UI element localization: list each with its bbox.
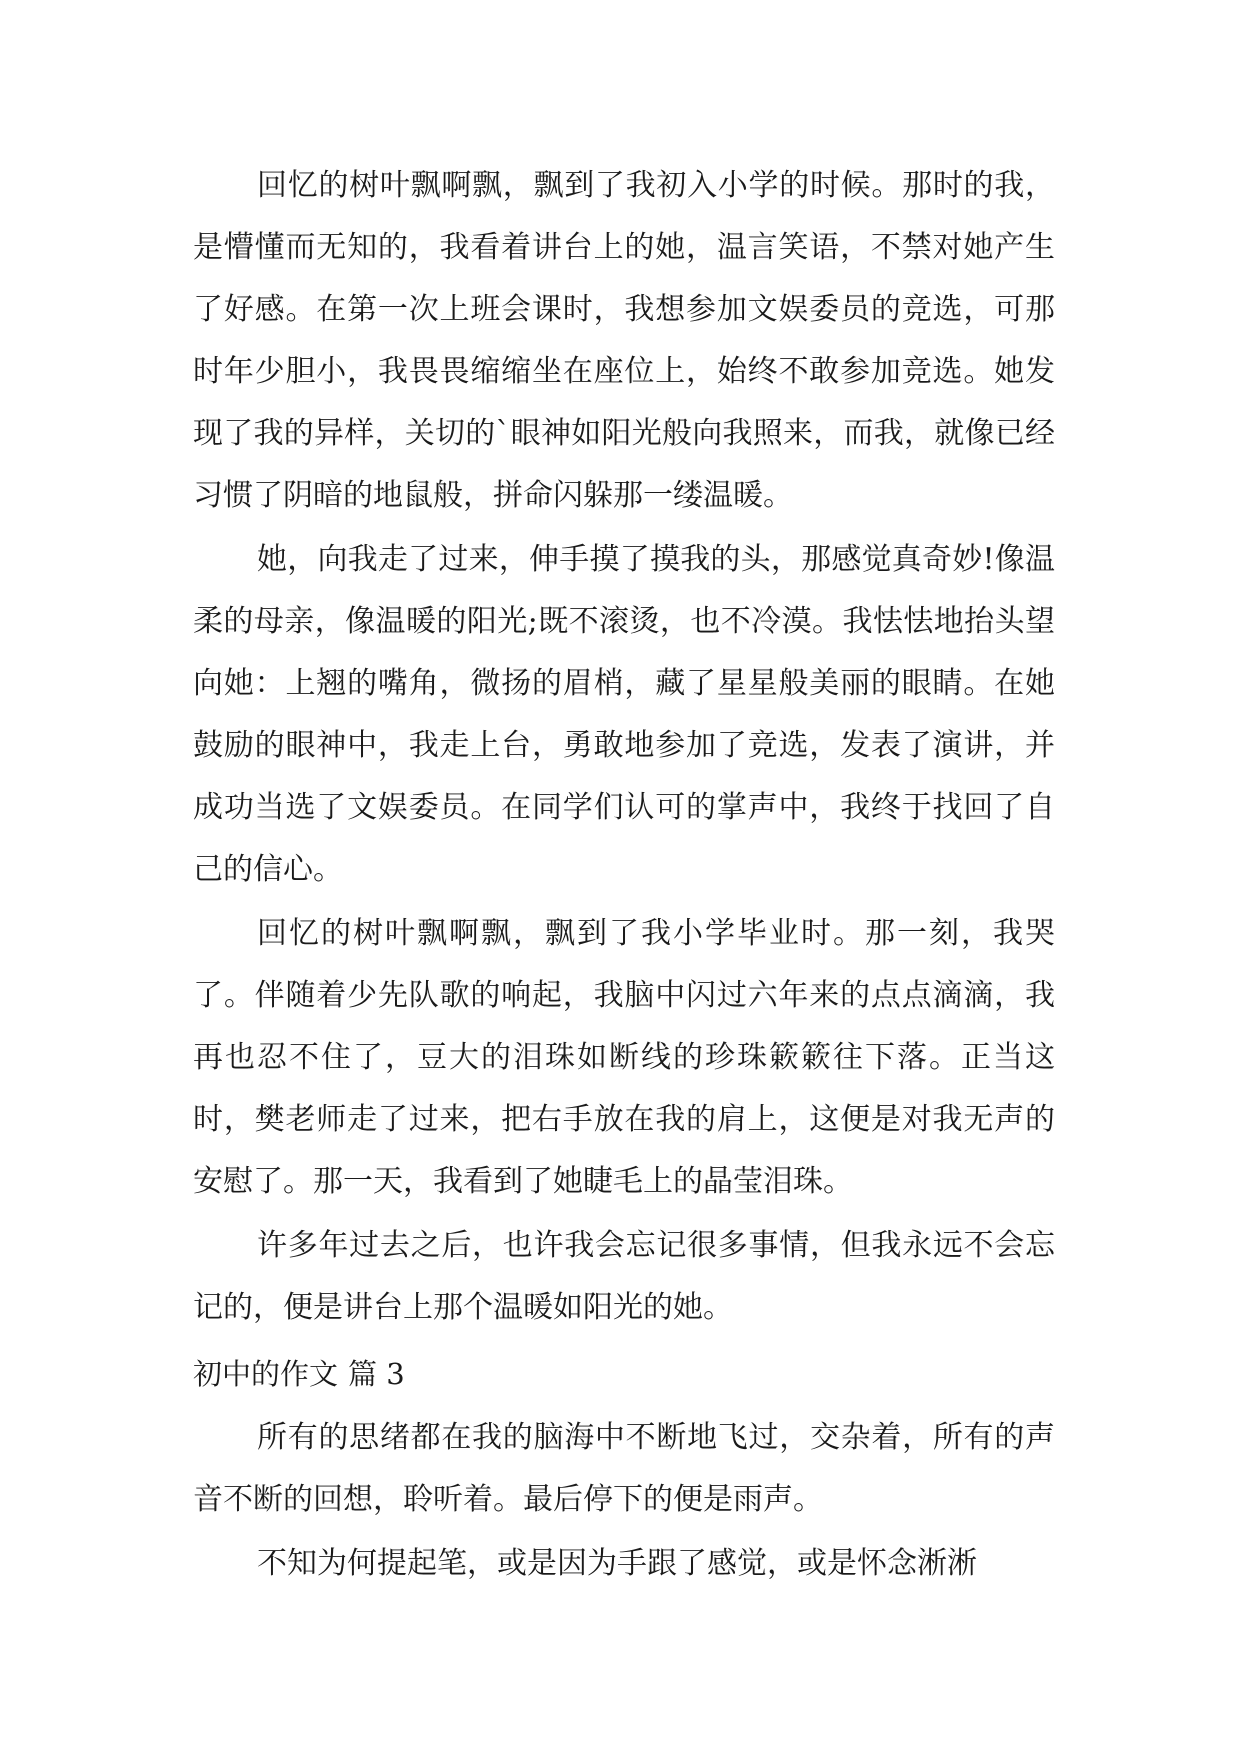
paragraph-4: 许多年过去之后，也许我会忘记很多事情，但我永远不会忘记的，便是讲台上那个温暖如阳光的她。 [193,1228,1055,1325]
paragraph-6: 不知为何提起笔，或是因为手跟了感觉，或是怀念淅淅 [257,1546,977,1581]
section-heading [193,1341,1055,1407]
paragraph-2: 她，向我走了过来，伸手摸了摸我的头，那感觉真奇妙!像温柔的母亲，像温暖的阳光;既不滚烫，也不冷漠。我怯怯地抬头望向她：上翘的嘴角，微扬的眉梢，藏了星星般美丽的眼睛。在她鼓励的眼神中，我走上台，勇敢地参加了竞选，发表了演讲，并成功当选了文娱委员。在同学们认可的掌声中，我终于找回了自己的信心。 [193,542,1055,887]
paragraph-3: 回忆的树叶飘啊飘，飘到了我小学毕业时。那一刻，我哭了。伴随着少先队歌的响起，我脑中闪过六年来的点点滴滴，我再也忍不住了，豆大的泪珠如断线的珍珠簌簌往下落。正当这时，樊老师走了过来，把右手放在我的肩上，这便是对我无声的安慰了。那一天，我看到了她睫毛上的晶莹泪珠。 [193,916,1055,1199]
section-title: 初中的作文 [193,1357,339,1391]
section-number: 篇 3 [348,1357,405,1391]
document-body [193,155,1055,1597]
paragraph-5: 所有的思绪都在我的脑海中不断地飞过，交杂着，所有的声音不断的回想，聆听着。最后停下的便是雨声。 [193,1420,1055,1517]
paragraph-1: 回忆的树叶飘啊飘，飘到了我初入小学的时候。那时的我，是懵懂而无知的，我看着讲台上的她，温言笑语，不禁对她产生了好感。在第一次上班会课时，我想参加文娱委员的竞选，可那时年少胆小，我畏畏缩缩坐在座位上，始终不敢参加竞选。她发现了我的异样，关切的`眼神如阳光般向我照来，而我，就像已经习惯了阴暗的地鼠般，拼命闪躲那一缕温暖。 [193,168,1055,513]
